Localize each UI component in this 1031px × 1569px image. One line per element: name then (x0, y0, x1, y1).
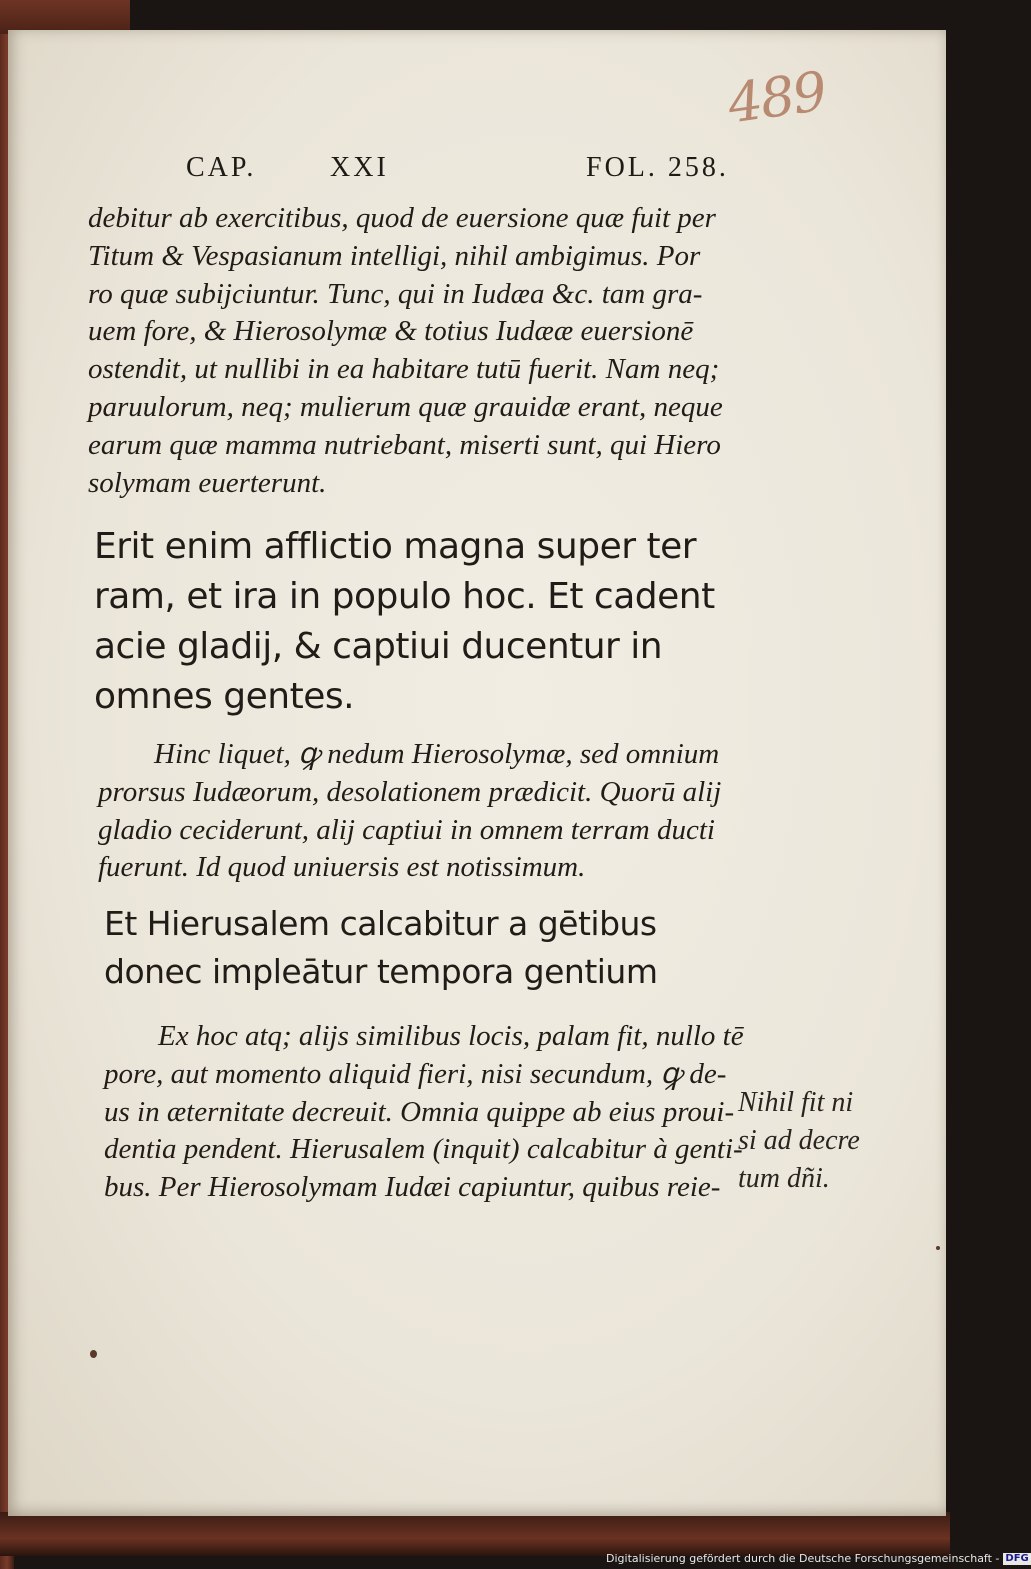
text-line: Titum & Vespasianum intelligi, nihil ambigimus. Por (88, 239, 701, 272)
commentary-paragraph-2 (98, 736, 738, 887)
text-line: dentia pendent. Hierusalem (inquit) calcabitur à genti- (104, 1133, 743, 1166)
text-line: ostendit, ut nullibi in ea habitare tutū fuerit. Nam neq; (88, 353, 720, 386)
book-binding-top (0, 0, 130, 34)
marginal-line: tum dñi. (738, 1163, 830, 1194)
verse-line: Et Hierusalem calcabitur a gētibus (104, 904, 657, 943)
running-head-chapter: XXI (330, 152, 389, 183)
text-line: fuerunt. Id quod uniuersis est notissimum. (98, 851, 586, 884)
marginal-line: si ad decre (738, 1125, 860, 1156)
paper-stain (90, 1350, 97, 1358)
verse-line: donec impleātur tempora gentium (104, 952, 658, 991)
text-line: prorsus Iudæorum, desolationem prædicit. Quorū alij (98, 775, 722, 808)
text-line: Ex hoc atq; alijs similibus locis, palam fit, nullo tē (158, 1020, 744, 1052)
verse-line: Erit enim afflictio magna super ter (94, 526, 697, 567)
book-binding-bottom (0, 1512, 950, 1556)
text-line: pore, aut momento aliquid fieri, nisi secundum, ꝙ de- (104, 1057, 727, 1090)
running-head-cap: CAP. (186, 152, 257, 183)
text-line: paruulorum, neq; mulierum quæ grauidæ erant, neque (88, 390, 723, 423)
verse-line: ram, et ira in populo hoc. Et cadent (94, 576, 715, 617)
dfg-logo: DFG (1005, 1553, 1029, 1564)
verse-line: omnes gentes. (94, 676, 355, 717)
paper-stain (936, 1246, 940, 1250)
marginal-line: Nihil fit ni (738, 1087, 854, 1118)
text-line: ro quæ subijciuntur. Tunc, qui in Iudæa &c. tam gra- (88, 277, 703, 310)
text-line: Hinc liquet, ꝙ nedum Hierosolymæ, sed omnium (154, 738, 720, 770)
scripture-verse-2 (104, 900, 744, 996)
text-line: bus. Per Hierosolymam Iudæi capiuntur, quibus reie- (104, 1171, 721, 1204)
text-line: solymam euerterunt. (88, 466, 327, 499)
running-head-folio: FOL. 258. (586, 152, 729, 183)
verse-line: acie gladij, & captiui ducentur in (94, 626, 663, 667)
commentary-paragraph-1 (88, 200, 728, 502)
marginal-note (738, 1084, 860, 1198)
text-line: earum quæ mamma nutriebant, miserti sunt, qui Hiero (88, 428, 721, 461)
commentary-paragraph-3 (104, 1018, 744, 1207)
scripture-verse-1 (94, 522, 734, 722)
text-line: gladio ceciderunt, alij captiui in omnem terram ducti (98, 813, 715, 846)
text-line: us in æternitate decreuit. Omnia quippe ab eius proui- (104, 1095, 735, 1128)
handwritten-folio-number: 489 (724, 59, 829, 136)
text-line: debitur ab exercitibus, quod de euersione quæ fuit per (88, 202, 716, 234)
credit-text: Digitalisierung gefördert durch die Deutsche Forschungsgemeinschaft - (606, 1552, 1000, 1565)
text-line: uem fore, & Hierosolymæ & totius Iudææ euersionē (88, 315, 694, 348)
digitization-credit (606, 1552, 1031, 1565)
